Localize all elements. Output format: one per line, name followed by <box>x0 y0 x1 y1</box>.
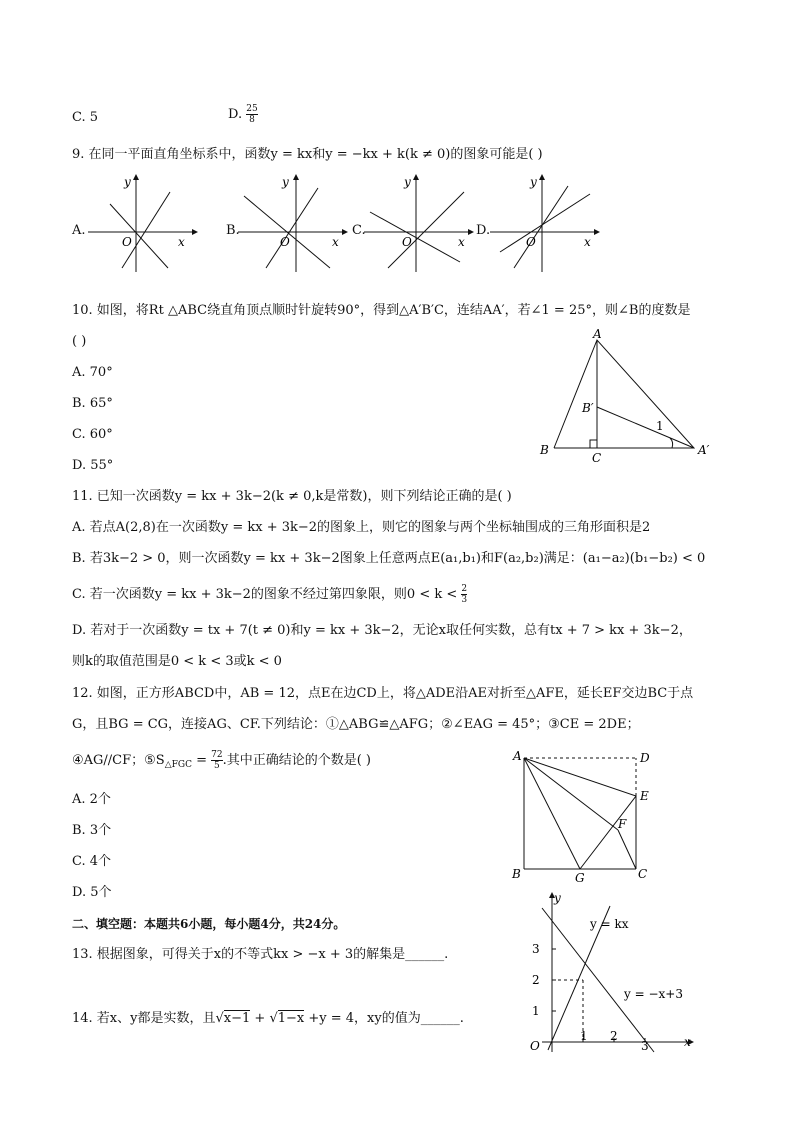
q11-c-text: C. 若一次函数y = kx + 3k−2的图象不经过第四象限，则0 < k < <box>72 587 458 602</box>
q13-line2-label: y = −x+3 <box>624 987 683 1001</box>
q12-label-e: E <box>640 789 649 803</box>
q9-option-d-label: D. <box>476 223 491 238</box>
q12-l3-fraction <box>211 750 222 771</box>
q14-prefix: 14. 若x、y都是实数，且 <box>72 1011 216 1026</box>
q12-line1: 12. 如图，正方形ABCD中，AB = 12，点E在边CD上，将△ADE沿AE对折至△AFE，延长EF交边BC于点 <box>72 686 694 701</box>
q12-label-a: A <box>513 749 522 763</box>
q9b-x-label: x <box>332 235 339 249</box>
q10-label-angle-1: 1 <box>656 419 664 433</box>
q11-option-d-line1: D. 若对于一次函数y = tx + 7(t ≠ 0)和y = kx + 3k−2，无论x取任何实数，总有tx + 7 > kx + 3k−2， <box>72 623 692 638</box>
q13-graph <box>520 888 710 1058</box>
q9-graph-a <box>88 172 198 272</box>
q10-label-bprime: B′ <box>582 401 594 415</box>
q11-option-b: B. 若3k−2 > 0，则一次函数y = kx + 3k−2图象上任意两点E(a₁,b₁)和F(a₂,b₂)满足：(a₁−a₂)(b₁−b₂) < 0 <box>72 551 706 566</box>
q12-option-b: B. 3个 <box>72 823 112 838</box>
q12-l3-prefix: ④AG//CF；⑤S <box>72 753 165 768</box>
q9-option-b-label: B. <box>226 223 240 238</box>
q9a-x-label: x <box>178 235 185 249</box>
q13-line1-label: y = kx <box>590 917 629 931</box>
q13-y-tick-3: 3 <box>532 942 540 956</box>
q12-l3-suffix: .其中正确结论的个数是( ) <box>222 753 372 768</box>
q12-option-d: D. 5个 <box>72 885 112 900</box>
q12-option-c: C. 4个 <box>72 854 112 869</box>
q12-figure <box>508 748 668 886</box>
q12-l3-sub: △FGC <box>164 760 192 770</box>
q12-label-c: C <box>638 867 648 881</box>
q8-d-prefix: D. <box>228 107 247 122</box>
q13-end: . <box>444 947 449 962</box>
q12-option-a: A. 2个 <box>72 792 111 807</box>
sqrt-1: √x−1 <box>215 1011 251 1026</box>
q14-radicand-1: x−1 <box>223 1011 251 1026</box>
q12-l3-numerator: 72 <box>211 750 223 760</box>
q8-option-c: C. 5 <box>72 110 99 125</box>
q9-option-c-label: C. <box>352 223 366 238</box>
q9-graph-c <box>364 172 474 272</box>
q13-y-tick-1: 1 <box>532 1004 540 1018</box>
q9c-y-label: y <box>404 175 411 189</box>
q13-x-tick-3: 3 <box>641 1039 649 1053</box>
q14-plus: + <box>250 1011 270 1026</box>
q13-x-label: x <box>684 1035 691 1049</box>
q10-label-aprime: A′ <box>698 443 710 457</box>
q9-graph-b <box>238 172 348 272</box>
q9c-x-label: x <box>458 235 465 249</box>
q14-blank[interactable]: ______ <box>420 1011 460 1026</box>
q8-d-numerator: 25 <box>246 104 258 114</box>
q9a-o-label: O <box>122 235 132 249</box>
q13-stem <box>72 946 448 964</box>
q11-option-d-line2: 则k的取值范围是0 < k < 3或k < 0 <box>72 654 282 669</box>
q9b-o-label: O <box>280 235 290 249</box>
q10-option-d: D. 55° <box>72 458 114 473</box>
q11-c-denominator: 3 <box>461 595 468 605</box>
q13-y-tick-2: 2 <box>532 973 540 987</box>
q12-line2: G，且BG = CG，连接AG、CF.下列结论：①△ABG≌△AFG；②∠EAG = 45°；③CE = 2DE； <box>72 717 640 732</box>
q10-option-c: C. 60° <box>72 427 113 442</box>
q9d-o-label: O <box>526 235 536 249</box>
q10-label-a: A <box>593 327 602 341</box>
q14-rest: +y = 4，xy的值为 <box>304 1011 421 1026</box>
q11-option-a: A. 若点A(2,8)在一次函数y = kx + 3k−2的图象上，则它的图象与两个坐标轴围成的三角形面积是2 <box>72 520 651 535</box>
q13-y-label: y <box>554 891 561 905</box>
q9a-y-label: y <box>124 175 131 189</box>
q13-x-tick-2: 2 <box>610 1029 618 1043</box>
q12-line3 <box>72 750 371 774</box>
q8-d-fraction <box>246 104 257 125</box>
q11-option-c <box>72 584 467 605</box>
q14-end: . <box>459 1011 464 1026</box>
q10-option-a: A. 70° <box>72 365 113 380</box>
q12-label-d: D <box>640 751 650 765</box>
q9-stem: 9. 在同一平面直角坐标系中，函数y = kx和y = −kx + k(k ≠ 0)的图象可能是( ) <box>72 147 543 162</box>
q11-c-fraction <box>461 584 467 605</box>
q13-origin-label: O <box>530 1039 540 1053</box>
q9d-y-label: y <box>530 175 537 189</box>
q9c-o-label: O <box>402 235 412 249</box>
q11-c-numerator: 2 <box>461 584 468 594</box>
q8-option-d <box>228 104 258 125</box>
q10-stem: 10. 如图，将Rt △ABC绕直角顶点顺时针旋转90°，得到△A′B′C，连结AA′，若∠1 = 25°，则∠B的度数是 <box>72 303 691 318</box>
q13-blank[interactable]: ______ <box>405 947 445 962</box>
q12-label-b: B <box>512 867 521 881</box>
sqrt-2: √1−x <box>269 1011 305 1026</box>
q10-label-b: B <box>540 443 549 457</box>
q10-option-b: B. 65° <box>72 396 113 411</box>
q10-paren: ( ) <box>72 334 87 349</box>
q10-label-c: C <box>592 451 602 465</box>
section-2-heading: 二、填空题：本题共6小题，每小题4分，共24分。 <box>72 917 346 931</box>
q9-graph-d <box>490 172 600 272</box>
q13-text: 13. 根据图象，可得关于x的不等式kx > −x + 3的解集是 <box>72 947 406 962</box>
q12-l3-denominator: 5 <box>214 761 220 771</box>
q12-label-f: F <box>618 817 627 831</box>
q12-l3-eq: = <box>191 753 212 768</box>
q8-d-denominator: 8 <box>249 115 255 125</box>
q14-radicand-2: 1−x <box>277 1011 305 1026</box>
q11-stem: 11. 已知一次函数y = kx + 3k−2(k ≠ 0,k是常数)，则下列结论正确的是( ) <box>72 489 512 504</box>
q12-label-g: G <box>575 871 585 885</box>
q9b-y-label: y <box>282 175 289 189</box>
q10-figure <box>536 327 726 470</box>
q9-option-a-label: A. <box>72 223 86 238</box>
q13-x-tick-1: 1 <box>580 1029 588 1043</box>
q14-stem <box>72 1010 464 1028</box>
q9d-x-label: x <box>584 235 591 249</box>
